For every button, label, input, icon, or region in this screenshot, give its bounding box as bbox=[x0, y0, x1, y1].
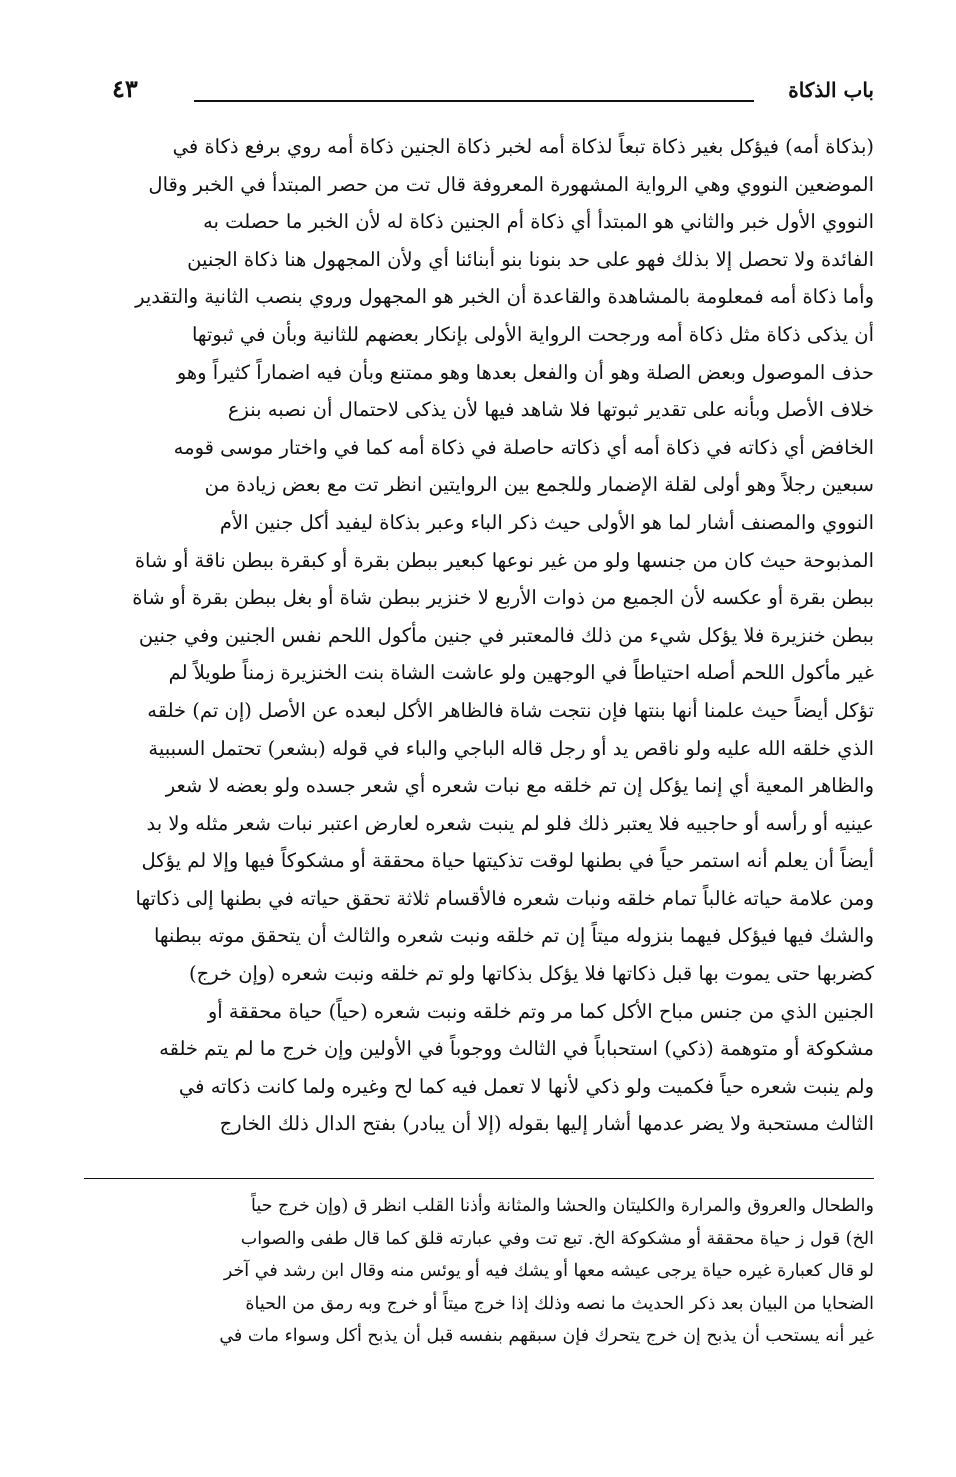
header-title: باب الذكاة bbox=[788, 78, 874, 102]
text-line: سبعين رجلاً وهو أولى لقلة الإضمار وللجمع بين الروايتين انظر تت مع بعض زيادة من bbox=[204, 473, 874, 497]
text-line: النووي الأول خبر والثاني هو المبتدأ أي ذكاة أم الجنين ذكاة له لأن الخبر ما حصلت به bbox=[203, 210, 874, 234]
text-line: عينيه أو رأسه أو حاجبيه فلا يعتبر ذلك فلو لم ينبت شعره لعارض اعتبر نبات شعر مثله ولا بد bbox=[146, 811, 874, 835]
text-line: الخافض أي ذكاته في ذكاة أمه أي ذكاته حاصلة في ذكاة أمه كما في واختار موسى قومه bbox=[173, 435, 874, 459]
text-line: النووي والمصنف أشار لما هو الأولى حيث ذكر الباء وعبر بذكاة ليفيد أكل جنين الأم bbox=[219, 510, 874, 534]
text-line: أيضاً أن يعلم أنه استمر حياً في بطنها لوقت تذكيتها حياة محققة أو مشكوكاً فيها وإلا لم يؤكل bbox=[141, 849, 874, 873]
page-number: ٤٣ bbox=[112, 74, 138, 103]
text-line: كضربها حتى يموت بها قبل ذكاتها فلا يؤكل بذكاتها ولو تم خلقه ونبت شعره (وإن خرج) bbox=[189, 962, 874, 986]
text-line: ومن علامة حياته غالباً تمام خلقه ونبات شعره فالأقسام ثلاثة تحقق حياته في بطنها إلى ذكاتها bbox=[135, 886, 874, 910]
text-line: ببطن خنزيرة فلا يؤكل شيء من ذلك فالمعتبر في جنين مأكول اللحم نفس الجنين وفي جنين bbox=[138, 623, 874, 647]
footnote-line: والطحال والعروق والمرارة والكليتان والحشا والمثانة وأذنا القلب انظر ق (وإن خرج حياً bbox=[251, 1196, 874, 1216]
footnote-line: غير أنه يستحب أن يذبح إن خرج يتحرك فإن سبقهم بنفسه قبل أن يذبح أكل وسواء مات في bbox=[219, 1326, 874, 1346]
main-text bbox=[84, 128, 874, 1143]
header-rule bbox=[194, 100, 754, 102]
text-line: الذي خلقه الله عليه ولو ناقص يد أو رجل قاله الباجي والباء في قوله (بشعر) تحتمل السببية bbox=[148, 736, 874, 760]
running-header bbox=[112, 74, 874, 108]
footnote-line: لو قال كعبارة غيره حياة يرجى عيشه معها أو يشك فيه أو يوئس منه وقال ابن رشد في آخر bbox=[223, 1261, 874, 1281]
footnote-separator bbox=[84, 1178, 874, 1179]
text-line: مشكوكة أو متوهمة (ذكي) استحباباً في الثالث ووجوباً في الأولين وإن خرج ما لم يتم خلقه bbox=[159, 1037, 874, 1061]
text-line: الموضعين النووي وهي الرواية المشهورة المعروفة قال تت من حصر المبتدأ في الخبر وقال bbox=[148, 172, 874, 196]
text-line: حذف الموصول وبعض الصلة وهو أن والفعل بعدها وهو ممتنع وبأن فيه اضماراً كثيراً وهو bbox=[176, 360, 874, 384]
text-line: ولم ينبت شعره حياً فكميت ولو ذكي لأنها لا تعمل فيه كما لح وغيره ولما كانت ذكاته في bbox=[178, 1074, 874, 1098]
text-line: ببطن بقرة أو عكسه لأن الجميع من ذوات الأربع لا خنزير ببطن شاة أو بغل ببطن بقرة أو شاة bbox=[132, 586, 874, 610]
text-line: الجنين الذي من جنس مباح الأكل كما مر وتم خلقه ونبت شعره (حياً) حياة محققة أو bbox=[207, 999, 874, 1023]
text-line: خلاف الأصل وبأنه على تقدير ثبوتها فلا شاهد فيها لأن يذكى لاحتمال أن نصبه بنزع bbox=[227, 398, 874, 422]
footnote-line: الخ) قول ز حياة محققة أو مشكوكة الخ. تبع تت وفي عبارته قلق كما قال طفى والصواب bbox=[240, 1228, 874, 1249]
text-line: المذبوحة حيث كان من جنسها ولو من غير نوعها كبعير ببطن بقرة أو كبقرة ببطن ناقة أو شاة bbox=[134, 548, 874, 572]
footnote-text bbox=[84, 1190, 874, 1353]
text-line: غير مأكول اللحم أصله احتياطاً في الوجهين ولو عاشت الشاة بنت الخنزيرة زمناً طويلاً لم bbox=[168, 661, 874, 685]
text-line: الثالث مستحبة ولا يضر عدمها أشار إليها بقوله (إلا أن يبادر) بفتح الدال ذلك الخارج bbox=[219, 1112, 874, 1136]
text-line: (بذكاة أمه) فيؤكل بغير ذكاة تبعاً لذكاة أمه لخبر ذكاة الجنين ذكاة أمه روي برفع ذكاة في bbox=[172, 135, 874, 158]
text-line: والظاهر المعية أي إنما يؤكل إن تم خلقه مع نبات شعره أي شعر جسده ولو بعضه لا شعر bbox=[165, 774, 874, 798]
text-line: والشك فيها فيؤكل فيهما بنزوله ميتاً إن تم خلقه ونبت شعره والثالث أن يتحقق موته ببطنها bbox=[153, 924, 874, 948]
text-line: تؤكل أيضاً حيث علمنا أنها بنتها فإن نتجت شاة فالظاهر الأكل لبعده عن الأصل (إن تم) خلقه bbox=[147, 698, 874, 722]
text-line: أن يذكى ذكاة مثل ذكاة أمه ورجحت الرواية الأولى بإنكار بعضهم للثانية وبأن في ثبوتها bbox=[191, 322, 874, 346]
text-line: الفائدة ولا تحصل إلا بذلك فهو على حد بنونا بنو أبنائنا أي ولأن المجهول هنا ذكاة الجنين bbox=[187, 247, 874, 271]
text-line: وأما ذكاة أمه فمعلومة بالمشاهدة والقاعدة أن الخبر هو المجهول وروي بنصب الثانية والتقدير bbox=[135, 285, 874, 309]
footnote-line: الضحايا من البيان بعد ذكر الحديث ما نصه وذلك إذا خرج ميتاً أو خرج وبه رمق من الحياة bbox=[245, 1293, 874, 1314]
